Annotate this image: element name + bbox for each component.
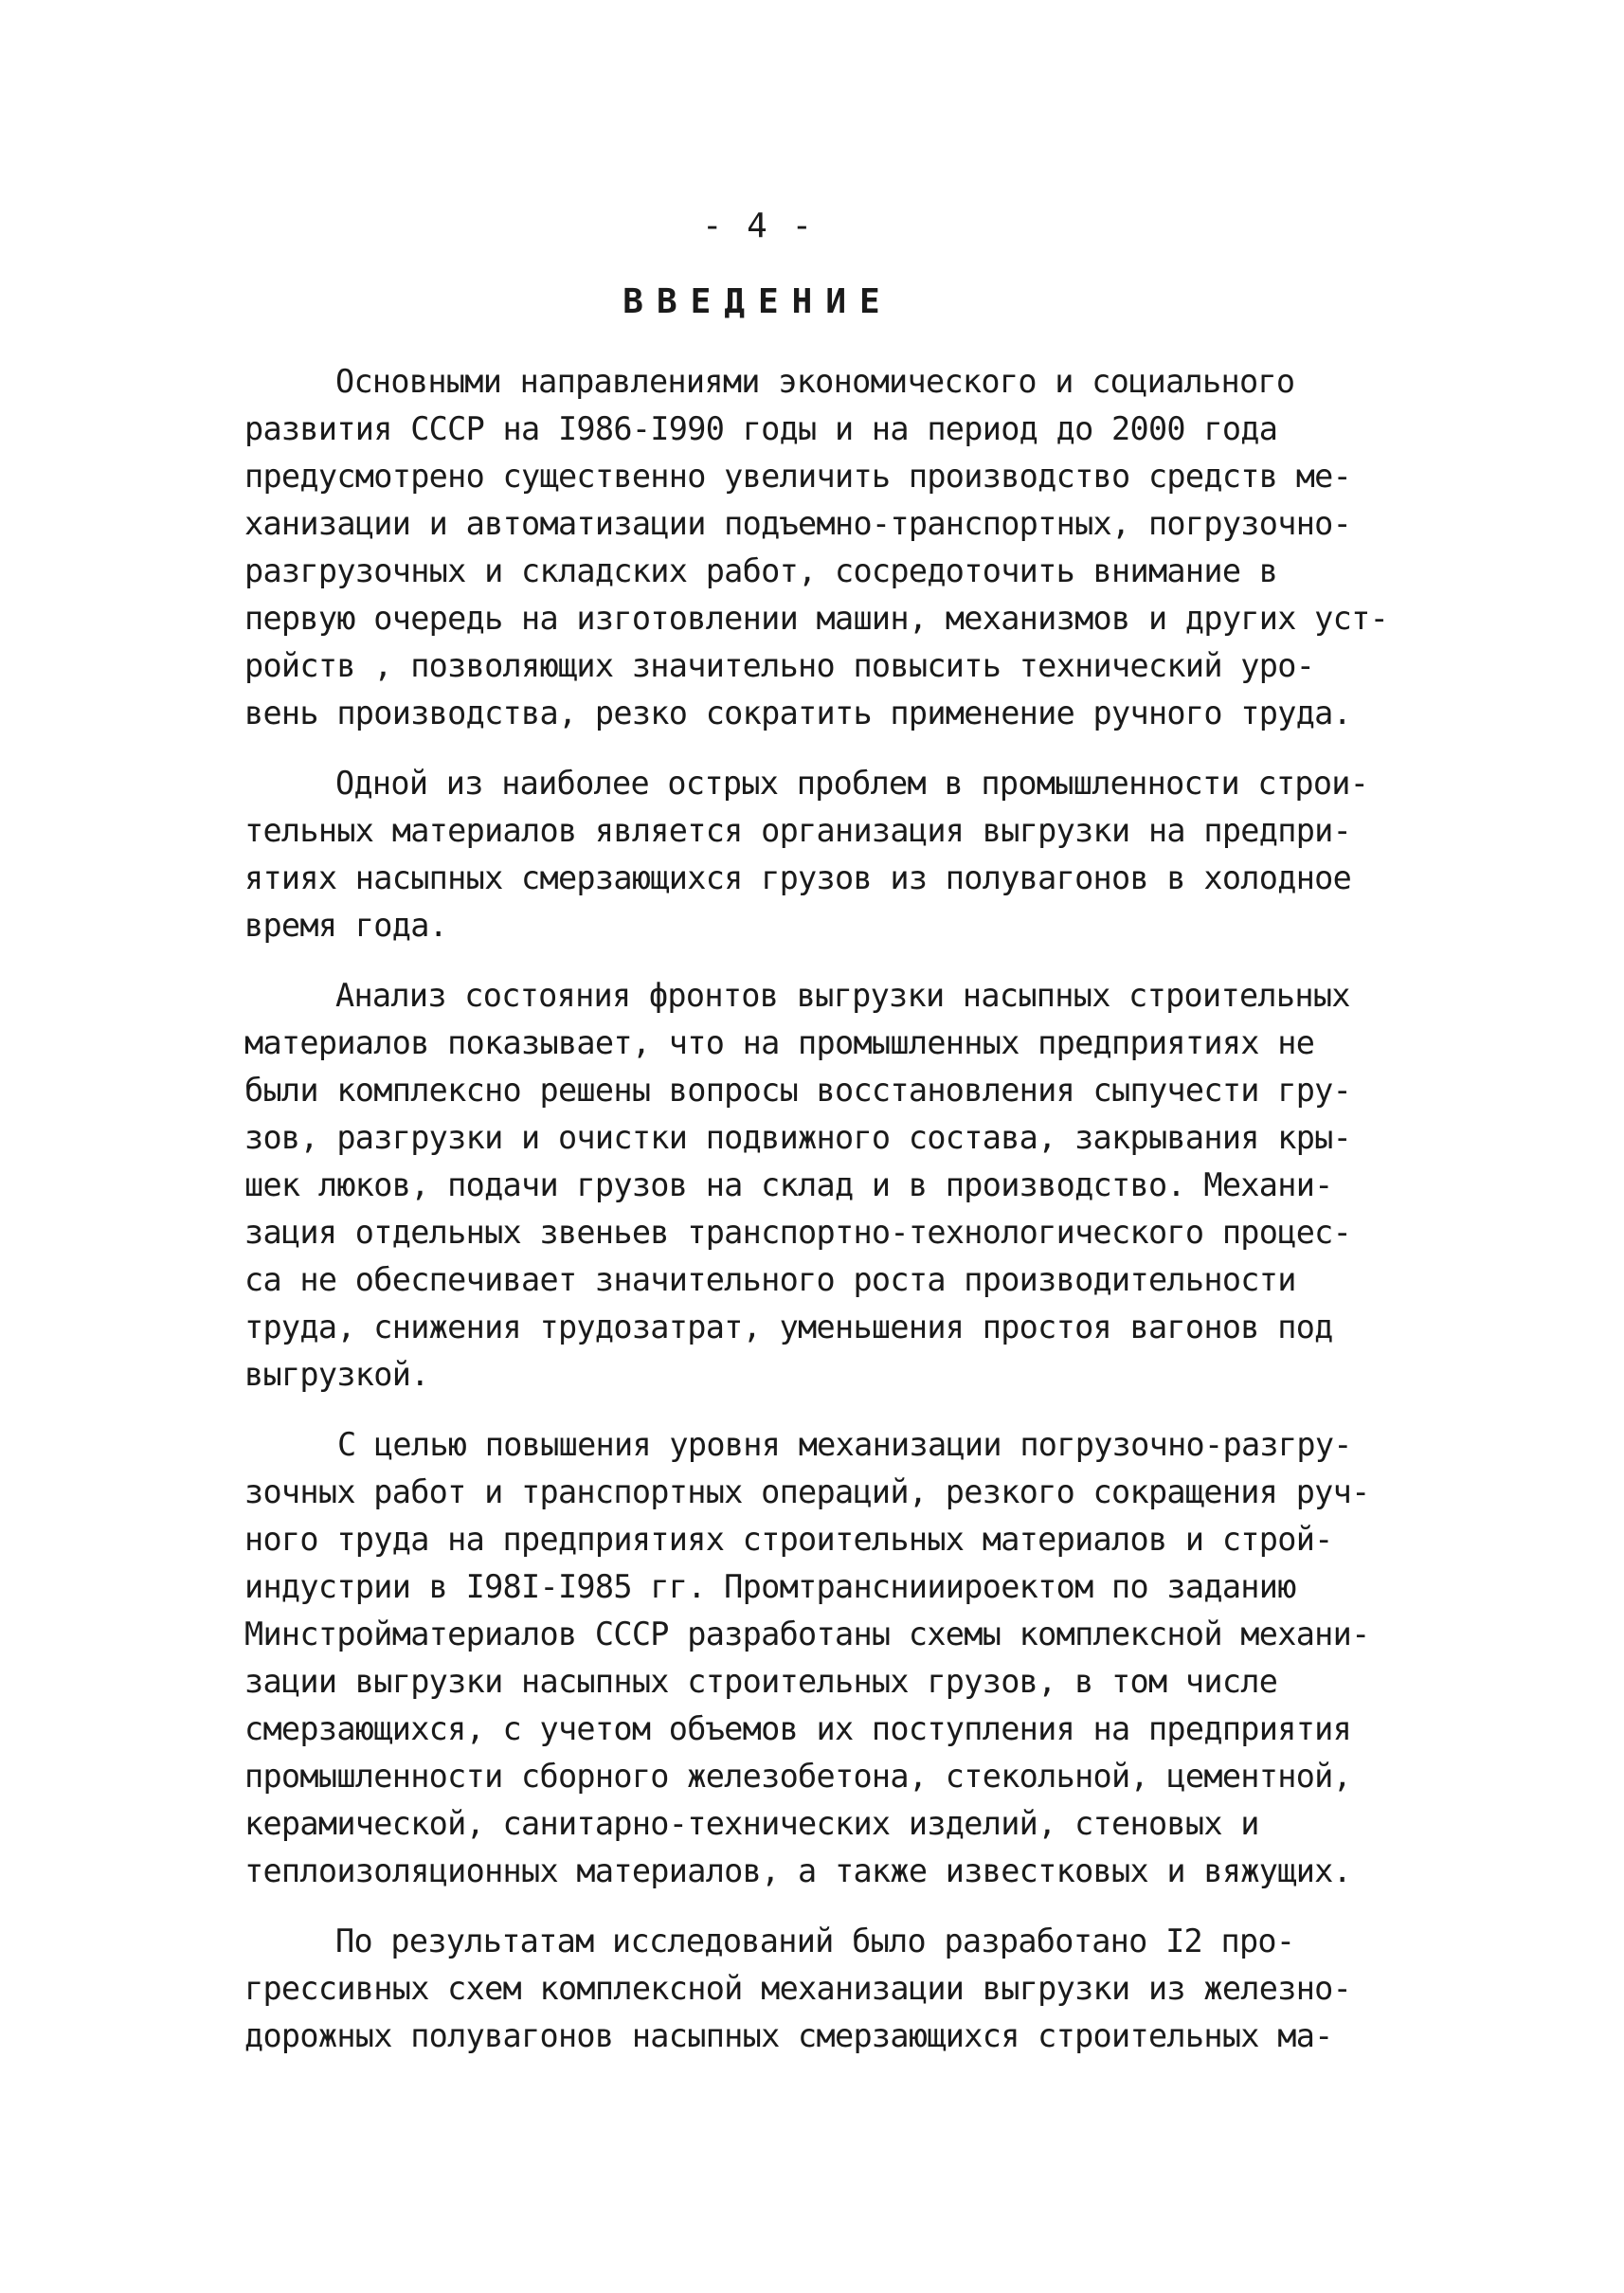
text-line: По результатам исследований было разработано I2 про- <box>335 1923 1295 1959</box>
text-line: материалов показывает, что на промышленных предприятиях не <box>244 1024 1315 1061</box>
text-line: время года. <box>244 907 448 944</box>
text-line: Основными направлениями экономического и социального <box>335 363 1295 400</box>
text-line: ханизации и автоматизации подъемно-транспортных, погрузочно- <box>244 505 1352 542</box>
text-line: шек люков, подачи грузов на склад и в производство. Механи- <box>244 1166 1333 1203</box>
body-text <box>244 358 1410 2083</box>
page-number: - 4 - <box>701 207 815 245</box>
text-line: были комплексно решены вопросы восстановления сыпучести гру- <box>244 1072 1352 1109</box>
paragraph <box>244 760 1410 949</box>
text-line: выгрузкой. <box>244 1356 429 1393</box>
text-line: дорожных полувагонов насыпных смерзающихся строительных ма- <box>244 2017 1333 2054</box>
text-line: промышленности сборного железобетона, стекольной, цементной, <box>244 1758 1352 1795</box>
text-line: предусмотрено существенно увеличить производство средств ме- <box>244 458 1352 495</box>
text-line: смерзающихся, с учетом объемов их поступления на предприятия <box>244 1710 1352 1747</box>
text-line: зов, разгрузки и очистки подвижного состава, закрывания кры- <box>244 1119 1352 1156</box>
text-line: грессивных схем комплексной механизации выгрузки из железно- <box>244 1970 1352 2007</box>
text-line: зации выгрузки насыпных строительных грузов, в том числе <box>244 1663 1278 1700</box>
text-line: зация отдельных звеньев транспортно-технологического процес- <box>244 1214 1352 1251</box>
paragraph <box>244 1421 1410 1895</box>
text-line: труда, снижения трудозатрат, уменьшения простоя вагонов под <box>244 1309 1333 1345</box>
text-line: керамической, санитарно-технических изделий, стеновых и <box>244 1805 1259 1842</box>
text-line: ятиях насыпных смерзающихся грузов из полувагонов в холодное <box>244 859 1352 896</box>
paragraph <box>244 1918 1410 2060</box>
text-line: С целью повышения уровня механизации погрузочно-разгру- <box>337 1426 1352 1463</box>
text-line: ройств , позволяющих значительно повысить технический уро- <box>244 647 1315 684</box>
text-line: Анализ состояния фронтов выгрузки насыпных строительных <box>335 977 1350 1014</box>
text-line: тельных материалов является организация выгрузки на предпри- <box>244 812 1352 849</box>
paragraph <box>244 972 1410 1399</box>
paragraph <box>244 358 1410 737</box>
text-line: теплоизоляционных материалов, а также известковых и вяжущих. <box>244 1852 1352 1889</box>
text-line: вень производства, резко сократить применение ручного труда. <box>244 695 1352 731</box>
text-line: зочных работ и транспортных операций, резкого сокращения руч- <box>244 1473 1370 1510</box>
text-line: Минстройматериалов СССР разработаны схемы комплексной механи- <box>244 1616 1370 1652</box>
text-line: са не обеспечивает значительного роста производительности <box>244 1261 1296 1298</box>
text-line: разгрузочных и складских работ, сосредоточить внимание в <box>244 552 1278 589</box>
text-line: индустрии в I98I-I985 гг. Промтранснииироектом по заданию <box>244 1568 1296 1605</box>
text-line: развития СССР на I986-I990 годы и на период до 2000 года <box>244 410 1278 447</box>
text-line: первую очередь на изготовлении машин, механизмов и других уст- <box>244 600 1389 637</box>
text-line: Одной из наиболее острых проблем в промышленности строи- <box>335 765 1369 802</box>
section-heading: ВВЕДЕНИЕ <box>623 282 893 321</box>
text-line: ного труда на предприятиях строительных материалов и строй- <box>244 1521 1333 1558</box>
